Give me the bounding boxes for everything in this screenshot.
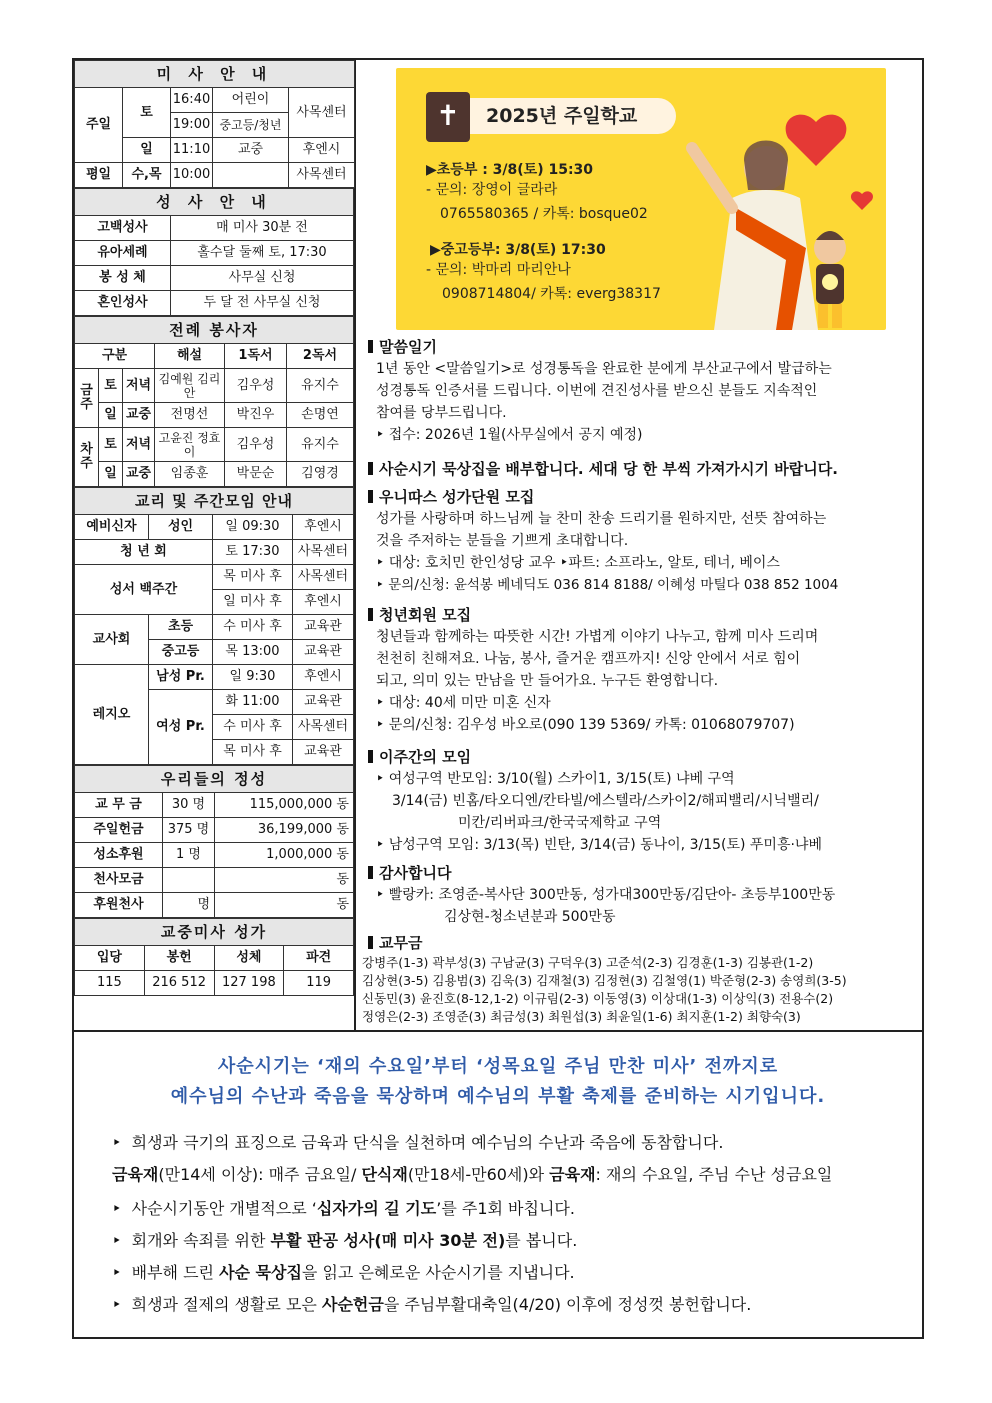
sacr-value: 사무실 신청 xyxy=(171,266,354,291)
bulletin-frame xyxy=(72,58,924,1339)
name: 임종훈 xyxy=(155,462,225,487)
right-column xyxy=(356,60,922,1030)
notice-text: ‣ 문의/신청: 윤석봉 베네딕도 036 814 8188/ 이혜성 마틸다 038 852 1004 xyxy=(368,574,920,596)
col-head: 파견 xyxy=(284,946,354,971)
col-head: 2독서 xyxy=(287,344,354,369)
left-column xyxy=(74,60,356,1030)
label: 여성 Pr. xyxy=(149,690,213,765)
time: 목 미사 후 xyxy=(213,740,293,765)
name: 김우성 xyxy=(225,428,287,462)
time: 화 11:00 xyxy=(213,690,293,715)
day: 토 xyxy=(99,428,123,462)
lent-text: 희생과 절제의 생활로 모은 xyxy=(131,1295,322,1314)
middle-high-line: ▶중고등부: 3/8(토) 17:30 xyxy=(430,242,606,258)
label: 교사회 xyxy=(75,615,149,665)
sacrament-table xyxy=(74,188,354,316)
servers-table xyxy=(74,316,354,487)
sacr-label: 유아세례 xyxy=(75,241,171,266)
lent-item xyxy=(112,1162,832,1188)
notice-meetings xyxy=(368,746,920,856)
label: 레지오 xyxy=(75,665,149,765)
lent-text: 을 주님부활대축일(4/20) 이후에 정성껏 봉헌합니다. xyxy=(383,1295,752,1314)
group: 중고등/청년 xyxy=(213,113,289,138)
place: 사목센터 xyxy=(293,565,354,590)
label: 초등 xyxy=(149,615,213,640)
elementary-line: ▶초등부 : 3/8(토) 15:30 xyxy=(426,162,594,178)
hymn-number: 127 198 xyxy=(214,971,284,996)
notice-text: ‣ 문의/신청: 김우성 바오로(090 139 5369/ 카톡: 01068079707) xyxy=(368,714,920,736)
notice-lent-booklet xyxy=(368,458,920,480)
amount: 동 xyxy=(215,893,354,918)
hymn-number: 119 xyxy=(284,971,354,996)
notice-text: 성가를 사랑하며 하느님께 늘 찬미 찬송 드리기를 원하지만, 선뜻 참여하는 xyxy=(376,511,827,527)
hymn-title: 교중미사 성가 xyxy=(75,919,354,946)
notice-text: 천천히 친해져요. 나눔, 봉사, 즐거운 캠프까지! 신앙 안에서 서로 힘이 xyxy=(376,651,801,667)
label: 남성 Pr. xyxy=(149,665,213,690)
notice-text: 김상현-청소년분과 500만동 xyxy=(444,909,616,925)
education-table xyxy=(74,487,354,765)
amount: 115,000,000 동 xyxy=(215,793,354,818)
sacr-label: 혼인성사 xyxy=(75,291,171,316)
day: 일 xyxy=(99,403,123,428)
place: 사목센터 xyxy=(289,88,355,138)
notice-text: 김상현(3-5) 김용범(3) 김욱(3) 김재철(3) 김정현(3) 김철영(1) 박준형(2-3) 송영희(3-5) xyxy=(362,973,847,988)
amount: 36,199,000 동 xyxy=(215,818,354,843)
label: 청 년 회 xyxy=(75,540,213,565)
sacr-label: 봉 성 체 xyxy=(75,266,171,291)
lent-text: 배부해 드린 xyxy=(131,1263,220,1282)
lent-title-1: 사순시기는 ‘재의 수요일’부터 ‘성목요일 주님 만찬 미사’ 전까지로 xyxy=(217,1056,779,1077)
place: 사목센터 xyxy=(293,715,354,740)
group: 어린이 xyxy=(213,88,289,113)
lent-text: 사순시기동안 개별적으로 ‘ xyxy=(131,1199,317,1218)
label: 성서 백주간 xyxy=(75,565,213,615)
notice-text: ‣ 접수: 2026년 1월(사무실에서 공지 예정) xyxy=(368,424,920,446)
group: 교중 xyxy=(213,138,289,163)
col-head: 해설 xyxy=(155,344,225,369)
time: 11:10 xyxy=(171,138,213,163)
col-head: 1독서 xyxy=(225,344,287,369)
notice-text: 3/14(금) 빈홈/타오디엔/칸타빌/에스텔라/스카이2/해피밸리/시닉밸리/ xyxy=(392,793,819,809)
place: 교육관 xyxy=(293,615,354,640)
place: 후엔시 xyxy=(293,665,354,690)
count: 30 명 xyxy=(163,793,215,818)
name: 유지수 xyxy=(287,369,354,403)
notice-text: ‣ 여성구역 반모임: 3/10(월) 스카이1, 3/15(토) 냐베 구역 xyxy=(368,768,920,790)
count: 375 명 xyxy=(163,818,215,843)
next-week-label: 차주 xyxy=(75,428,99,487)
sacr-value: 두 달 전 사무실 신청 xyxy=(171,291,354,316)
label: 교 무 금 xyxy=(75,793,163,818)
wedthu-label: 수,목 xyxy=(123,163,171,188)
servers-title: 전례 봉사자 xyxy=(75,317,354,344)
notice-text: 성경통독 인증서를 드립니다. 이번에 견진성사를 받으신 분들도 지속적인 xyxy=(376,383,818,399)
notice-heading: 이주간의 모임 xyxy=(368,746,920,768)
group xyxy=(213,163,289,188)
sacr-value: 홀수달 둘째 토, 17:30 xyxy=(171,241,354,266)
col-head: 구분 xyxy=(75,344,155,369)
lent-text: 를 봅니다. xyxy=(505,1231,578,1250)
mass-schedule-table xyxy=(74,60,355,188)
place: 후엔시 xyxy=(293,590,354,615)
name: 박문순 xyxy=(225,462,287,487)
notice-text: 정영은(2-3) 조영준(3) 최금성(3) 최원섭(3) 최윤일(1-6) 최지훈(1-2) 최향숙(3) xyxy=(362,1009,801,1024)
lent-item: ‣ 희생과 극기의 표징으로 금육과 단식을 실천하며 예수님의 수난과 죽음에 동참합니다. xyxy=(112,1133,724,1152)
hymn-number: 115 xyxy=(75,971,145,996)
middle-high-phone: 0908714804/ 카톡: everg38317 xyxy=(442,286,661,302)
place: 사목센터 xyxy=(293,540,354,565)
poster-title: 2025년 주일학교 xyxy=(446,98,676,134)
label: 후원천사 xyxy=(75,893,163,918)
notice-text: 강병주(1-3) 곽부성(3) 구남균(3) 구덕우(3) 고준석(2-3) 김경훈(1-3) 김봉관(1-2) xyxy=(362,955,814,970)
lent-text: : 재의 수요일, 주님 수난 성금요일 xyxy=(595,1165,833,1184)
col-head: 봉헌 xyxy=(144,946,214,971)
notice-tithe xyxy=(362,932,920,1026)
time: 목 미사 후 xyxy=(213,565,293,590)
lent-text: 회개와 속죄를 위한 xyxy=(131,1231,271,1250)
day: 토 xyxy=(99,369,123,403)
label: 예비신자 xyxy=(75,515,149,540)
notice-text: 미칸/리버파크/한국국제학교 구역 xyxy=(458,815,662,831)
notice-heading: 교무금 xyxy=(368,932,920,954)
place: 후엔시 xyxy=(293,515,354,540)
offering-title: 우리들의 정성 xyxy=(75,766,354,793)
jesus-child-illustration xyxy=(666,98,886,330)
lent-title-2: 예수님의 수난과 죽음을 묵상하며 예수님의 부활 축제를 준비하는 시기입니다. xyxy=(170,1086,826,1107)
time: 일 9:30 xyxy=(213,665,293,690)
notice-youth xyxy=(368,604,920,736)
sat-label: 토 xyxy=(123,88,171,138)
lent-bold: 십자가의 길 기도 xyxy=(316,1199,437,1218)
name: 고윤진 정효이 xyxy=(155,428,225,462)
time: 목 13:00 xyxy=(213,640,293,665)
lent-item: ‣ 회개와 속죄를 위한 부활 판공 성사(매 미사 30분 전)를 봅니다. xyxy=(112,1231,578,1250)
sacr-value: 매 미사 30분 전 xyxy=(171,216,354,241)
time: 수 미사 후 xyxy=(213,715,293,740)
lent-bold: 금육재 xyxy=(549,1165,596,1184)
amount: 동 xyxy=(215,868,354,893)
notice-text: ‣ 대상: 40세 미만 미혼 신자 xyxy=(368,692,920,714)
count xyxy=(163,868,215,893)
lent-item: ‣ 사순시기동안 개별적으로 ‘십자가의 길 기도’를 주1회 바칩니다. xyxy=(112,1199,575,1218)
place: 후엔시 xyxy=(289,138,355,163)
bible-icon: ✝ xyxy=(426,92,470,142)
name: 손명연 xyxy=(287,403,354,428)
mass: 교중 xyxy=(123,462,155,487)
amount: 1,000,000 동 xyxy=(215,843,354,868)
name: 박진우 xyxy=(225,403,287,428)
lent-bold: 금육재 xyxy=(112,1165,159,1184)
time: 수 미사 후 xyxy=(213,615,293,640)
sunday-label: 주일 xyxy=(75,88,123,163)
this-week-label: 금주 xyxy=(75,369,99,428)
notice-word-diary xyxy=(368,336,920,446)
name: 김영경 xyxy=(287,462,354,487)
lent-text: 을 읽고 은혜로운 사순시기를 지냅니다. xyxy=(301,1263,575,1282)
col-head: 성체 xyxy=(214,946,284,971)
place: 교육관 xyxy=(293,640,354,665)
lent-text: ’를 주1회 바칩니다. xyxy=(436,1199,575,1218)
education-title: 교리 및 주간모임 안내 xyxy=(75,488,354,515)
notice-text: ‣ 남성구역 모임: 3/13(목) 빈탄, 3/14(금) 동나이, 3/15(토) 푸미흥·냐베 xyxy=(368,834,920,856)
label: 주일헌금 xyxy=(75,818,163,843)
time: 토 17:30 xyxy=(213,540,293,565)
lent-section xyxy=(74,1030,922,1343)
lent-text: (만18세-만60세)와 xyxy=(407,1165,550,1184)
notice-heading: 청년회원 모집 xyxy=(368,604,920,626)
name: 김우성 xyxy=(225,369,287,403)
notice-text: 청년들과 함께하는 따뜻한 시간! 가볍게 이야기 나누고, 함께 미사 드리며 xyxy=(376,629,819,645)
name: 전명선 xyxy=(155,403,225,428)
notice-heading: 말씀일기 xyxy=(368,336,920,358)
mass: 저녁 xyxy=(123,369,155,403)
notice-text: 것을 주저하는 분들을 기쁘게 초대합니다. xyxy=(376,533,629,549)
lent-item: ‣ 배부해 드린 사순 묵상집을 읽고 은혜로운 사순시기를 지냅니다. xyxy=(112,1263,575,1282)
place: 사목센터 xyxy=(289,163,355,188)
lent-text: 희생과 극기의 표징으로 금육과 단식을 실천하며 예수님의 수난과 죽음에 동참합니다. xyxy=(131,1133,724,1152)
notice-text: ‣ 빨랑카: 조영준-복사단 300만동, 성가대300만동/김단아- 초등부100만동 xyxy=(368,884,920,906)
lent-bold: 사순헌금 xyxy=(321,1295,384,1314)
sacr-label: 고백성사 xyxy=(75,216,171,241)
elementary-contact: - 문의: 장영이 글라라 xyxy=(426,182,558,198)
name: 유지수 xyxy=(287,428,354,462)
day: 일 xyxy=(99,462,123,487)
notice-heading: 우니따스 성가단원 모집 xyxy=(368,486,920,508)
weekday-label: 평일 xyxy=(75,163,123,188)
count: 1 명 xyxy=(163,843,215,868)
label: 천사모금 xyxy=(75,868,163,893)
hymn-number: 216 512 xyxy=(144,971,214,996)
time: 일 09:30 xyxy=(213,515,293,540)
notice-text: 1년 동안 <말씀일기>로 성경통독을 완료한 분에게 부산교구에서 발급하는 xyxy=(376,361,832,377)
middle-high-contact: - 문의: 박마리 마리안나 xyxy=(426,262,571,278)
place: 교육관 xyxy=(293,690,354,715)
sunday-school-poster xyxy=(396,68,886,330)
sun-label: 일 xyxy=(123,138,171,163)
mass: 교중 xyxy=(123,403,155,428)
label: 성소후원 xyxy=(75,843,163,868)
notice-choir xyxy=(368,486,920,596)
time: 19:00 xyxy=(171,113,213,138)
notice-text: 되고, 의미 있는 만남을 만 들어가요. 누구든 환영합니다. xyxy=(376,673,719,689)
lent-bold: 단식재 xyxy=(361,1165,408,1184)
time: 일 미사 후 xyxy=(213,590,293,615)
mass-title: 미 사 안 내 xyxy=(75,61,355,88)
notice-heading: 감사합니다 xyxy=(368,862,920,884)
lent-bold: 사순 묵상집 xyxy=(219,1263,302,1282)
place: 교육관 xyxy=(293,740,354,765)
time: 16:40 xyxy=(171,88,213,113)
count: 명 xyxy=(163,893,215,918)
notice-text: ‣ 대상: 호치민 한인성당 교우 ‣파트: 소프라노, 알토, 테너, 베이스 xyxy=(368,552,920,574)
offering-table xyxy=(74,765,354,918)
notice-thanks xyxy=(368,862,920,928)
notice-text: 참여를 당부드립니다. xyxy=(376,405,507,421)
lent-text: (만14세 이상): 매주 금요일/ xyxy=(158,1165,362,1184)
notice-heading: 사순시기 묵상집을 배부합니다. 세대 당 한 부씩 가져가시기 바랍니다. xyxy=(368,458,920,480)
mass: 저녁 xyxy=(123,428,155,462)
time: 10:00 xyxy=(171,163,213,188)
label: 성인 xyxy=(149,515,213,540)
sacrament-title: 성 사 안 내 xyxy=(75,189,354,216)
notice-text: 신동민(3) 윤진호(8-12,1-2) 이규림(2-3) 이동영(3) 이상대(1-3) 이상익(3) 전용수(2) xyxy=(362,991,834,1006)
lent-item: ‣ 희생과 절제의 생활로 모은 사순헌금을 주님부활대축일(4/20) 이후에 정성껏 봉헌합니다. xyxy=(112,1295,752,1314)
elementary-phone: 0765580365 / 카톡: bosque02 xyxy=(440,206,648,222)
lent-bold: 부활 판공 성사(매 미사 30분 전) xyxy=(270,1231,506,1250)
hymn-table xyxy=(74,918,354,996)
col-head: 입당 xyxy=(75,946,145,971)
label: 중고등 xyxy=(149,640,213,665)
name: 김예원 김리안 xyxy=(155,369,225,403)
